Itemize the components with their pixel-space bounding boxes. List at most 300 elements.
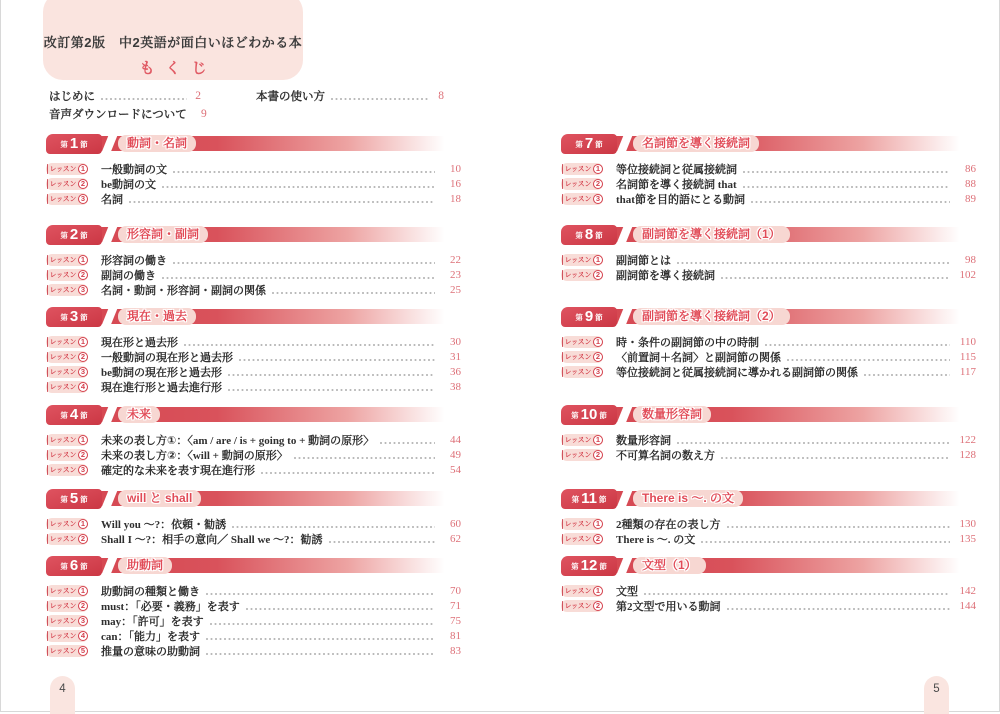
toc-entry [46, 598, 461, 613]
lesson-badge-icon [562, 255, 563, 265]
section-number: 1 [69, 135, 79, 152]
dotted-leader [727, 526, 951, 528]
lesson-title: may：「許可」を表す [101, 615, 204, 628]
section-title: 動詞・名詞 [118, 135, 196, 152]
lesson-badge-icon [47, 337, 48, 347]
lesson-label: レッスン [564, 436, 592, 444]
section-5 [46, 489, 461, 546]
lesson-badge-icon [562, 435, 563, 445]
lesson-page-number: 36 [450, 365, 461, 378]
section-prefix-label: 第 [575, 230, 583, 240]
section-title: 名詞節を導く接続詞 [633, 135, 759, 152]
intro-page-number: 2 [195, 89, 201, 102]
toc-entry [561, 531, 976, 546]
lesson-badge-icon [47, 367, 48, 377]
section-suffix-label: 節 [80, 494, 88, 504]
lesson-page-number: 22 [450, 253, 461, 266]
section-title: 副詞節を導く接続詞（1） [633, 226, 790, 243]
dotted-leader [239, 359, 435, 361]
dotted-leader [232, 526, 435, 528]
dotted-leader [206, 653, 435, 655]
section-number-badge [46, 225, 102, 245]
lesson-number: 2 [593, 534, 603, 544]
toc-entry [46, 267, 461, 282]
lesson-title: 数量形容詞 [616, 434, 671, 447]
lesson-title: 名詞・動詞・形容詞・副詞の関係 [101, 284, 266, 297]
lesson-badge-icon [47, 631, 48, 641]
lesson-title: 確定的な未来を表す現在進行形 [101, 464, 255, 477]
lesson-badge [46, 585, 88, 597]
dotted-leader [743, 171, 950, 173]
toc-entry [561, 432, 976, 447]
dotted-leader [246, 608, 435, 610]
toc-entry [46, 516, 461, 531]
toc-entry [46, 379, 461, 394]
section-number-badge [46, 307, 102, 327]
lesson-badge [46, 366, 88, 378]
section-number: 3 [69, 308, 79, 325]
intro-label: 本書の使い方 [256, 90, 325, 103]
lesson-page-number: 88 [965, 177, 976, 190]
lesson-number: 1 [78, 586, 88, 596]
lesson-title: 文型 [616, 585, 638, 598]
lesson-number: 4 [78, 382, 88, 392]
lesson-number: 2 [78, 179, 88, 189]
section-2 [46, 225, 461, 297]
section-prefix-label: 第 [60, 230, 68, 240]
lesson-badge-icon [47, 382, 48, 392]
section-number: 8 [584, 226, 594, 243]
lesson-number: 1 [593, 164, 603, 174]
lesson-number: 2 [78, 534, 88, 544]
toc-entry [561, 176, 976, 191]
lesson-title: 等位接続詞と従属接続詞に導かれる副詞節の関係 [616, 366, 858, 379]
section-prefix-label: 第 [60, 139, 68, 149]
lesson-badge [561, 585, 603, 597]
lesson-title: 現在進行形と過去進行形 [101, 381, 222, 394]
toc-entry [46, 176, 461, 191]
dotted-leader [329, 541, 435, 543]
toc-entry [46, 447, 461, 462]
lesson-badge [46, 178, 88, 190]
section-number: 9 [584, 308, 594, 325]
toc-entry [46, 161, 461, 176]
lesson-badge-icon [562, 450, 563, 460]
lesson-page-number: 60 [450, 517, 461, 530]
lesson-title: 現在形と過去形 [101, 336, 178, 349]
lesson-label: レッスン [564, 195, 592, 203]
lesson-page-number: 98 [965, 253, 976, 266]
section-number-badge [561, 225, 617, 245]
lesson-page-number: 70 [450, 584, 461, 597]
section-suffix-label: 節 [599, 561, 607, 571]
lesson-label: レッスン [49, 383, 77, 391]
lesson-label: レッスン [49, 466, 77, 474]
toc-entry [46, 432, 461, 447]
dotted-leader [206, 638, 435, 640]
lesson-badge [561, 336, 603, 348]
lesson-label: レッスン [564, 368, 592, 376]
lesson-badge [561, 351, 603, 363]
section-8 [561, 225, 976, 282]
lesson-number: 1 [78, 435, 88, 445]
section-7 [561, 134, 976, 206]
lesson-number: 2 [78, 601, 88, 611]
lesson-badge-icon [562, 164, 563, 174]
toc-entry [46, 364, 461, 379]
section-6 [46, 556, 461, 658]
dotted-leader [644, 593, 950, 595]
dotted-leader [743, 186, 950, 188]
lesson-title: 副詞の働き [101, 269, 156, 282]
lesson-badge-icon [47, 465, 48, 475]
dotted-leader [727, 608, 951, 610]
lesson-badge-icon [47, 534, 48, 544]
lesson-page-number: 49 [450, 448, 461, 461]
toc-entry [46, 252, 461, 267]
lesson-badge [46, 284, 88, 296]
section-1 [46, 134, 461, 206]
lesson-label: レッスン [564, 535, 592, 543]
lesson-title: 未来の表し方②：〈will + 動詞の原形〉 [101, 449, 288, 462]
section-4 [46, 405, 461, 477]
dotted-leader [206, 593, 435, 595]
lesson-label: レッスン [49, 338, 77, 346]
lesson-badge-icon [562, 352, 563, 362]
section-prefix-label: 第 [575, 312, 583, 322]
lesson-label: レッスン [49, 535, 77, 543]
lesson-page-number: 110 [959, 335, 976, 348]
toc-entry [561, 267, 976, 282]
lesson-page-number: 16 [450, 177, 461, 190]
lesson-label: レッスン [564, 271, 592, 279]
lesson-label: レッスン [49, 617, 77, 625]
lesson-badge [561, 449, 603, 461]
lesson-title: 不可算名詞の数え方 [616, 449, 715, 462]
dotted-leader [228, 374, 435, 376]
dotted-leader [787, 359, 950, 361]
lesson-number: 1 [78, 164, 88, 174]
dotted-leader [864, 374, 950, 376]
section-number-badge [561, 489, 617, 509]
lesson-page-number: 115 [959, 350, 976, 363]
lesson-badge-icon [47, 435, 48, 445]
lesson-badge-icon [47, 519, 48, 529]
lesson-badge-icon [562, 337, 563, 347]
lesson-badge [46, 600, 88, 612]
page-number-tab-left [50, 676, 75, 714]
lesson-number: 2 [78, 352, 88, 362]
lesson-label: レッスン [564, 520, 592, 528]
lesson-page-number: 142 [959, 584, 976, 597]
dotted-leader [272, 292, 435, 294]
section-suffix-label: 節 [80, 230, 88, 240]
lesson-number: 1 [593, 435, 603, 445]
lesson-title: There is ～. の文 [616, 533, 696, 546]
lesson-number: 2 [593, 352, 603, 362]
section-number: 7 [584, 135, 594, 152]
toc-entry [46, 531, 461, 546]
lesson-number: 3 [593, 194, 603, 204]
dotted-leader [173, 171, 435, 173]
lesson-badge [561, 254, 603, 266]
intro-label: はじめに [49, 90, 95, 103]
lesson-badge-icon [47, 179, 48, 189]
dotted-leader [173, 262, 435, 264]
section-number-badge [46, 405, 102, 425]
section-number-badge [561, 556, 617, 576]
lesson-badge-icon [47, 601, 48, 611]
lesson-label: レッスン [49, 602, 77, 610]
section-suffix-label: 節 [595, 312, 603, 322]
lesson-page-number: 83 [450, 644, 461, 657]
section-prefix-label: 第 [571, 410, 579, 420]
lesson-badge [46, 615, 88, 627]
intro-page-number: 9 [201, 107, 207, 120]
lesson-number: 2 [593, 601, 603, 611]
lesson-badge [46, 449, 88, 461]
lesson-page-number: 102 [959, 268, 976, 281]
lesson-title: must：「必要・義務」を表す [101, 600, 240, 613]
lesson-page-number: 128 [959, 448, 976, 461]
toc-entry [561, 334, 976, 349]
lesson-badge-icon [562, 367, 563, 377]
lesson-number: 1 [593, 337, 603, 347]
toc-entry [46, 462, 461, 477]
lesson-label: レッスン [49, 353, 77, 361]
page-number: 4 [59, 683, 66, 695]
lesson-title: 名詞 [101, 193, 123, 206]
lesson-badge [46, 630, 88, 642]
lesson-badge-icon [562, 519, 563, 529]
section-suffix-label: 節 [80, 139, 88, 149]
section-number: 5 [69, 490, 79, 507]
section-number-badge [46, 489, 102, 509]
lesson-badge [46, 163, 88, 175]
section-prefix-label: 第 [571, 561, 579, 571]
section-suffix-label: 節 [598, 494, 607, 504]
lesson-badge [561, 178, 603, 190]
lesson-page-number: 54 [450, 463, 461, 476]
lesson-badge-icon [47, 450, 48, 460]
lesson-label: レッスン [49, 368, 77, 376]
dotted-leader [721, 277, 950, 279]
lesson-badge [46, 464, 88, 476]
toc-entry [561, 583, 976, 598]
section-number: 2 [69, 226, 79, 243]
lesson-number: 1 [593, 255, 603, 265]
lesson-title: 時・条件の副詞節の中の時制 [616, 336, 759, 349]
toc-entry [46, 349, 461, 364]
section-title: 副詞節を導く接続詞（2） [633, 308, 790, 325]
dotted-leader [751, 201, 950, 203]
lesson-badge [561, 269, 603, 281]
section-title: 形容詞・副詞 [118, 226, 208, 243]
toc-column-right [561, 0, 976, 712]
lesson-number: 2 [593, 179, 603, 189]
lesson-badge [46, 193, 88, 205]
lesson-page-number: 25 [450, 283, 461, 296]
intro-label: 音声ダウンロードについて [49, 108, 187, 121]
lesson-page-number: 86 [965, 162, 976, 175]
section-title: 文型（1） [633, 557, 706, 574]
lesson-label: レッスン [564, 602, 592, 610]
toc-entry [46, 613, 461, 628]
section-3 [46, 307, 461, 394]
toc-entry [46, 282, 461, 297]
lesson-title: 一般動詞の現在形と過去形 [101, 351, 233, 364]
lesson-page-number: 144 [959, 599, 976, 612]
section-number-badge [46, 556, 102, 576]
dotted-leader [162, 277, 435, 279]
section-prefix-label: 第 [575, 139, 583, 149]
lesson-number: 3 [593, 367, 603, 377]
lesson-badge [561, 366, 603, 378]
dotted-leader [228, 389, 435, 391]
dotted-leader [677, 442, 950, 444]
book-title: 改訂第2版 中2英語が面白いほどわかる本 [43, 35, 303, 50]
lesson-badge [561, 600, 603, 612]
lesson-title: 形容詞の働き [101, 254, 167, 267]
section-number: 12 [580, 557, 598, 574]
lesson-badge-icon [47, 586, 48, 596]
section-title: There is ～. の文 [633, 490, 743, 507]
section-number: 4 [69, 406, 79, 423]
lesson-title: 推量の意味の助動詞 [101, 645, 200, 658]
lesson-badge [46, 533, 88, 545]
lesson-badge-icon [47, 194, 48, 204]
section-number-badge [561, 134, 617, 154]
lesson-label: レッスン [49, 520, 77, 528]
section-number-badge [46, 134, 102, 154]
lesson-page-number: 71 [450, 599, 461, 612]
lesson-badge-icon [47, 255, 48, 265]
lesson-number: 2 [593, 270, 603, 280]
lesson-page-number: 30 [450, 335, 461, 348]
section-title: 助動詞 [118, 557, 172, 574]
intro-page-number: 8 [438, 89, 444, 102]
lesson-label: レッスン [49, 451, 77, 459]
lesson-page-number: 122 [959, 433, 976, 446]
section-title: 現在・過去 [118, 308, 196, 325]
lesson-badge-icon [47, 352, 48, 362]
lesson-page-number: 44 [450, 433, 461, 446]
lesson-page-number: 62 [450, 532, 461, 545]
dotted-leader [184, 344, 435, 346]
toc-title: もくじ [139, 60, 218, 77]
toc-entry [561, 349, 976, 364]
section-title: will と shall [118, 490, 201, 507]
lesson-number: 1 [593, 586, 603, 596]
lesson-number: 3 [78, 616, 88, 626]
lesson-page-number: 135 [959, 532, 976, 545]
lesson-label: レッスン [564, 180, 592, 188]
lesson-label: レッスン [49, 180, 77, 188]
toc-entry [561, 252, 976, 267]
section-11 [561, 489, 976, 546]
lesson-label: レッスン [49, 632, 77, 640]
lesson-badge-icon [47, 285, 48, 295]
lesson-page-number: 18 [450, 192, 461, 205]
lesson-title: Will you ～?：依頼・勧誘 [101, 518, 227, 531]
lesson-title: can：「能力」を表す [101, 630, 200, 643]
section-suffix-label: 節 [80, 561, 88, 571]
lesson-number: 4 [78, 631, 88, 641]
lesson-label: レッスン [564, 256, 592, 264]
section-number: 10 [580, 406, 598, 423]
lesson-page-number: 81 [450, 629, 461, 642]
section-9 [561, 307, 976, 379]
lesson-title: 等位接続詞と従属接続詞 [616, 163, 737, 176]
lesson-badge [46, 645, 88, 657]
dotted-leader [677, 262, 950, 264]
lesson-label: レッスン [564, 587, 592, 595]
lesson-badge [561, 533, 603, 545]
lesson-title: 未来の表し方①：〈am / are / is + going to + 動詞の原形〉 [101, 434, 375, 447]
lesson-title: that節を目的語にとる動詞 [616, 193, 745, 206]
section-number: 11 [581, 490, 597, 507]
section-suffix-label: 節 [599, 410, 607, 420]
lesson-badge-icon [47, 164, 48, 174]
lesson-page-number: 23 [450, 268, 461, 281]
lesson-number: 5 [78, 646, 88, 656]
lesson-label: レッスン [564, 353, 592, 361]
dotted-leader [380, 442, 435, 444]
dotted-leader [210, 623, 435, 625]
lesson-page-number: 75 [450, 614, 461, 627]
lesson-title: 2種類の存在の表し方 [616, 518, 721, 531]
lesson-number: 2 [78, 270, 88, 280]
dotted-leader [294, 457, 435, 459]
toc-entry [46, 191, 461, 206]
toc-entry [561, 191, 976, 206]
lesson-badge-icon [562, 534, 563, 544]
toc-entry [46, 334, 461, 349]
dotted-leader [721, 457, 950, 459]
lesson-title: 副詞節を導く接続詞 [616, 269, 715, 282]
lesson-title: 名詞節を導く接続詞 that [616, 178, 737, 191]
lesson-title: 副詞節とは [616, 254, 671, 267]
section-title: 数量形容詞 [633, 406, 711, 423]
lesson-number: 3 [78, 194, 88, 204]
lesson-number: 1 [78, 337, 88, 347]
lesson-label: レッスン [564, 338, 592, 346]
lesson-badge [561, 193, 603, 205]
lesson-number: 3 [78, 367, 88, 377]
lesson-page-number: 38 [450, 380, 461, 393]
lesson-page-number: 130 [959, 517, 976, 530]
section-suffix-label: 節 [595, 139, 603, 149]
lesson-title: 〈前置詞＋名詞〉と副詞節の関係 [616, 351, 781, 364]
lesson-title: 第2文型で用いる動詞 [616, 600, 721, 613]
page-number-tab-right [924, 676, 949, 714]
lesson-number: 3 [78, 285, 88, 295]
toc-entry [46, 643, 461, 658]
section-10 [561, 405, 976, 462]
lesson-number: 1 [78, 519, 88, 529]
section-suffix-label: 節 [80, 410, 88, 420]
lesson-badge [561, 434, 603, 446]
section-prefix-label: 第 [571, 494, 580, 504]
lesson-badge [46, 254, 88, 266]
section-prefix-label: 第 [60, 561, 68, 571]
section-number-badge [561, 405, 617, 425]
toc-entry [561, 516, 976, 531]
section-12 [561, 556, 976, 613]
dotted-leader [765, 344, 950, 346]
lesson-label: レッスン [49, 647, 77, 655]
lesson-label: レッスン [564, 165, 592, 173]
